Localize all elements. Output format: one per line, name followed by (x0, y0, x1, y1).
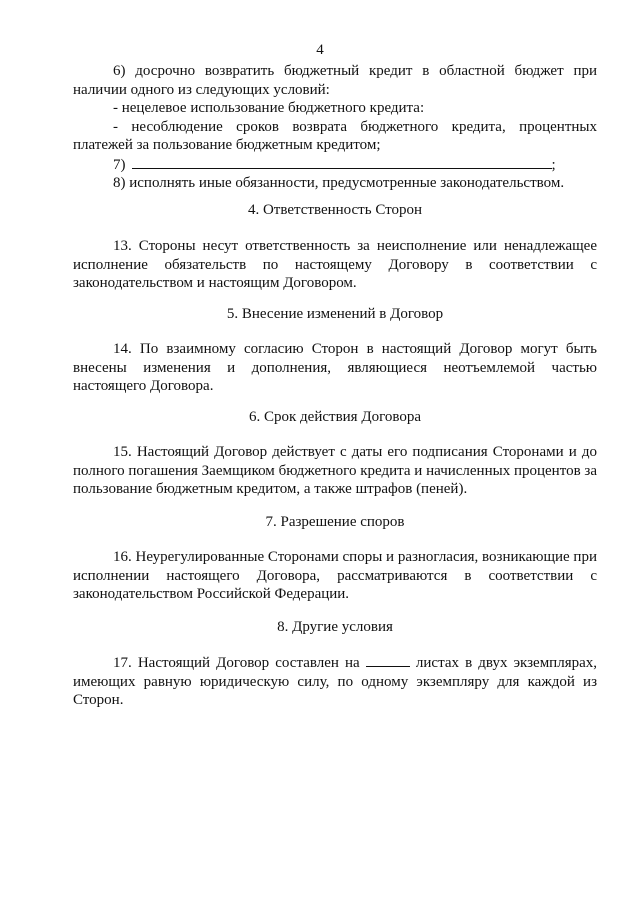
section-8-body (73, 653, 597, 710)
section-4 (73, 201, 597, 220)
section-4-body (73, 237, 597, 293)
section-heading: 7. Разрешение споров (265, 514, 405, 530)
clause-14: 14. По взаимному согласию Сторон в настоящий Договор могут быть внесены изменения и дополнения, являющиеся неотъемлемой частью настоящего Договора. (73, 341, 597, 394)
section-7-body (73, 548, 597, 604)
page-number: 4 (316, 42, 324, 58)
clause-17 (73, 653, 597, 710)
item-7-number: 7) (113, 156, 126, 173)
obligations-continuation (73, 62, 597, 193)
section-heading: 6. Срок действия Договора (249, 409, 421, 425)
clause-17-end: листах в двух экземплярах, имеющих равную юридическую силу, по одному экземпляру для каждой из Сторон. (73, 655, 598, 708)
section-8 (73, 618, 597, 637)
section-heading: 4. Ответственность Сторон (247, 202, 423, 218)
section-5-body (73, 340, 597, 396)
section-7 (73, 513, 597, 532)
clause-13: 13. Стороны несут ответственность за неисполнение или ненадлежащее исполнение обязательств по настоящему Договору в соответствии с законодательством и настоящим Договором. (73, 238, 597, 291)
bullet-misuse: - нецелевое использование бюджетного кредита: (113, 100, 425, 116)
item-7-blank-line (132, 155, 552, 169)
item-7 (73, 155, 597, 175)
section-6-body (73, 443, 597, 499)
bullet-deadline-violation: - несоблюдение сроков возврата бюджетного кредита, процентных платежей за пользование бюджетным кредитом; (73, 118, 597, 153)
sheet-count-blank (366, 653, 410, 667)
clause-15: 15. Настоящий Договор действует с даты его подписания Сторонами и до полного погашения Заемщиком бюджетного кредита и начисленных процентов за пользование бюджетным кредитом, а также штрафов (пеней). (73, 444, 597, 497)
item-7-terminator: ; (551, 156, 556, 173)
clause-17-start: 17. Настоящий Договор составлен на (113, 655, 360, 671)
item-6: 6) досрочно возвратить бюджетный кредит в областной бюджет при наличии одного из следующих условий: (73, 63, 597, 98)
section-heading: 5. Внесение изменений в Договор (226, 306, 444, 322)
section-5 (73, 305, 597, 324)
item-8: 8) исполнять иные обязанности, предусмотренные законодательством. (113, 175, 565, 191)
clause-16: 16. Неурегулированные Сторонами споры и разногласия, возникающие при исполнении настоящего Договора, рассматриваются в соответствии с законодательством Российской Федерации. (73, 549, 597, 602)
section-6 (73, 408, 597, 427)
section-heading: 8. Другие условия (277, 619, 393, 635)
